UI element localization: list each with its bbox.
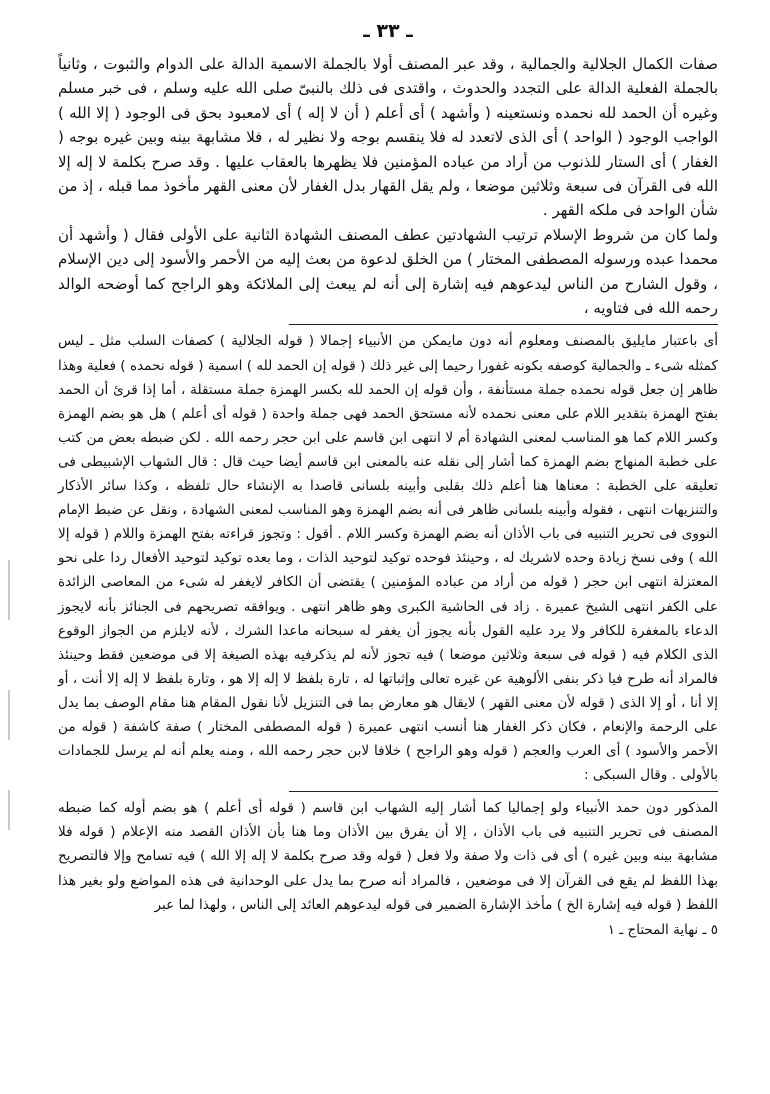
main-paragraph: صفات الكمال الجلالية والجمالية ، وقد عبر المصنف أولا بالجملة الاسمية الدالة على الدوام والثبوت ، وثانياً بالجملة الفعلية الدالة على التجدد والحدوث ، واقتدى فى ذلك بالنبىّ صلى الله عليه وسلم ، فى خبر مسلم وغيره أن الحمد لله نحمده ونستعينه ( وأشهد ) أى أعلم ( أن لا إله ) أى لامعبود بحق فى الوجود ( إلا الله ) الواجب الوجود ( الواحد ) أى الذى لاتعدد له فلا ينقسم بوجه ولا نظير له ، فلا مشابهة بينه وبين غيره بوجه ( الغفار ) أى الستار للذنوب من أراد من عباده المؤمنين فلا يظهرها بالعقاب عليها . وقد صرح بكلمة لا إله إلا الله فى القرآن فى سبعة وثلاثين موضعا ، ولم يقل القهار بدل الغفار لأن معنى القهر مأخوذ مما قبله ، إذ من شأن الواحد فى ملكه القهر . bbox=[58, 55, 718, 220]
section-divider bbox=[289, 791, 718, 792]
main-text bbox=[58, 52, 718, 320]
commentary-paragraph: أى باعتبار مايليق بالمصنف ومعلوم أنه دون مايمكن من الأنبياء إجمالا ( قوله الجلالية ) كصفات السلب مثل ـ ليس كمثله شىء ـ والجمالية كوصفه بكونه غفورا رحيما إلى غير ذلك ( قوله إن الحمد لله ) اسمية ( قوله نحمده ) فعلية وهذا ظاهر إن جعل قوله نحمده جملة مستأنفة ، وأن قوله إن الحمد لله بكسر الهمزة جملة مستقلة ، أما إذا قرئ أن الحمد بفتح الهمزة بتقدير اللام على معنى نحمده لأنه مستحق الحمد فهى جملة واحدة ( قوله أى أعلم ) هل هو بضم الهمزة وكسر اللام كما هو المناسب لمعنى الشهادة أم لا انتهى ابن قاسم على ابن حجر رحمه الله . لكن ضبطه بعض من كتب على خطبة المنهاج بضم الهمزة كما أشار إلى نقله عنه بالمعنى ابن قاسم أيضا حيث قال : قال الشهاب الإشبيطى فى تعليقه على الخطبة : معناها هنا أعلم ذلك بقلبى وأبينه بلسانى قاصدا به الإنشاء حال تلفظه ، وكذا سائر الأذكار والتنزيهات انتهى ، فقوله وأبينه بلسانى ظاهر فى أنه بضم الهمزة وهو المناسب لمعنى الشهادة ، ونقل عن ضبط الإمام النووى فى تحرير التنبيه فى باب الأذان أنه بضم الهمزة وكسر اللام . أقول : وتجوز قراءته بفتح الهمزة واللام ( قوله إلا الله ) وفى نسخ زيادة وحده لاشريك له ، وحينئذ فوحده توكيد لتوحيد الذات ، وما بعده توكيد لتوحيد الأفعال ردا على نحو المعتزلة انتهى ابن حجر ( قوله من أراد من عباده المؤمنين ) يقتضى أن الكافر لايغفر له شىء من المعاصى الزائدة على الكفر انتهى الشيخ عميرة . زاد فى الحاشية الكبرى وهو ظاهر انتهى . ويوافقه تصريحهم فى الجنائز بأنه لايجوز الدعاء بالمغفرة للكافر ولا يرد عليه القول بأنه يجوز أن يغفر له سبحانه ماعدا الشرك ، لأنه لايلزم من الجواز الوقوع الذى الكلام فيه ( قوله فى سبعة وثلاثين موضعا ) فيه تجوز لأنه لم يذكرفيه بهذه الصيغة إلا فى موضعين فقط وحينئذ فالمراد أنه طرح فيا ذكر بنفى الألوهية عن غيره تعالى وإثباتها له ، تارة بلفظ لا إله إلا هو ، وتارة بلفظ لا إله إلا أنت ، أو إلا أنا ، أو إلا الذى ( قوله لأن معنى القهر ) لايقال هو معارض بما فى التنزيل لأنا نقول المقام هنا مقام الوصف بما يدل على الرحمة والإنعام ، فكان ذكر الغفار هنا أنسب انتهى عميرة ( قوله المصطفى المختار ) صفة كاشفة ( قوله من الأحمر والأسود ) أى العرب والعجم ( قوله وهو الراجح ) خلافا لابن حجر رحمه الله ، ومنه يعلم أنه لم يرسل للجمادات بالأولى . وقال السبكى : bbox=[58, 333, 718, 784]
main-paragraph: ولما كان من شروط الإسلام ترتيب الشهادتين عطف المصنف الشهادة الثانية على الأولى فقال ( وأشهد أن محمدا عبده ورسوله المصطفى المختار ) من الخلق لدعوة من بعث إليه من الأحمر والأسود إلى دين الإسلام ، وقول الشارح من الناس ليدعوهم فيه إشارة إلى أنه لم يبعث إلى الملائكة وهو الراجح كما أوضحه الوالد رحمه الله فى فتاويه ، bbox=[58, 225, 718, 318]
footer-text: ٥ ـ نهاية المحتاج ـ ١ bbox=[607, 921, 718, 938]
page-number: ـ ٣٣ ـ bbox=[363, 20, 413, 42]
footer-signature bbox=[58, 919, 718, 941]
section-divider bbox=[289, 324, 718, 325]
scan-mark bbox=[8, 560, 10, 620]
scan-margin-marks bbox=[0, 0, 20, 1094]
commentary-text-second bbox=[58, 796, 718, 916]
commentary-text bbox=[58, 329, 718, 787]
scan-mark bbox=[8, 790, 10, 830]
scan-mark bbox=[8, 690, 10, 740]
commentary-paragraph: المذكور دون حمد الأنبياء ولو إجماليا كما أشار إليه الشهاب ابن قاسم ( قوله أى أعلم ) هو بضم أوله كما ضبطه المصنف فى تحرير التنبيه فى باب الأذان ، إلا أن يفرق بين الأذان وما هنا بأن الأذان القصد منه الإعلام ( قوله فلا مشابهة بينه وبين غيره ) أى فى ذات ولا صفة ولا فعل ( قوله وقد صرح بكلمة لا إله إلا الله ) فيه تسامح وإلا فالتصريح بهذا اللفظ لم يقع فى القرآن إلا فى موضعين ، فالمراد أنه صرح بما يدل على الوحدانية فى هذه المواضع ولو بغير هذا اللفظ ( قوله فيه إشارة الخ ) مأخذ الإشارة الضمير فى قوله ليدعوهم العائد إلى الناس ، ولهذا لما عبر bbox=[58, 800, 718, 913]
